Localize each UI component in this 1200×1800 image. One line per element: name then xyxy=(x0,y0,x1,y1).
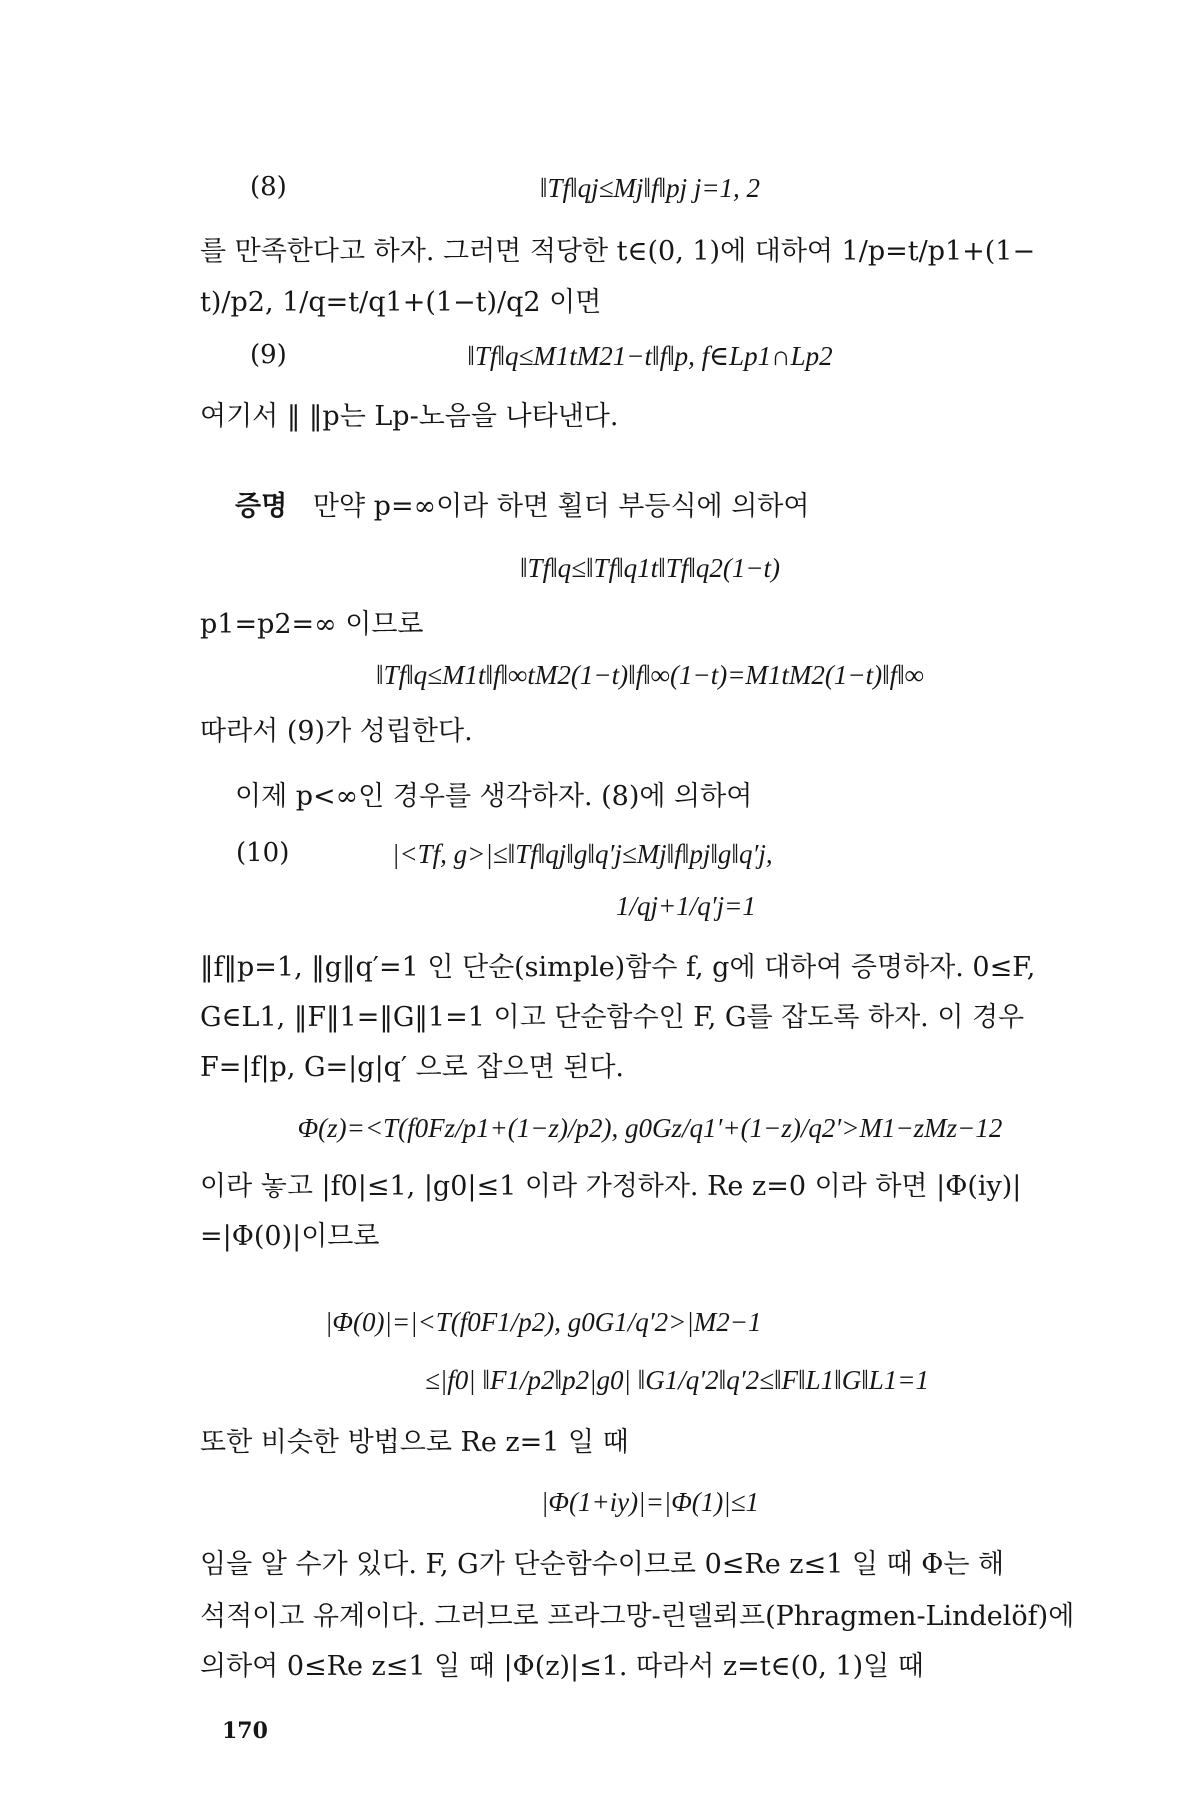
page-number: 170 xyxy=(222,1718,268,1744)
paragraph-line: 여기서 ‖ ‖p는 Lp-노음을 나타낸다. xyxy=(200,401,619,432)
equation-8: ‖Tf‖qj≤Mj‖f‖pj j=1, 2 xyxy=(539,173,761,203)
paragraph-line: G∈L1, ‖F‖1=‖G‖1=1 이고 단순함수인 F, G를 잡도록 하자. 이 경우 xyxy=(200,1002,1025,1033)
equation-9: ‖Tf‖q≤M1tM21−t‖f‖p, f∈Lp1∩Lp2 xyxy=(467,341,833,371)
equation-phi-one: |Φ(1+iy)|=|Φ(1)|≤1 xyxy=(540,1487,759,1517)
paragraph-line: 이라 놓고 |f0|≤1, |g0|≤1 이라 가정하자. Re z=0 이라 하면 |Φ(iy)| xyxy=(200,1171,1022,1202)
equation-phi-zero-bound: ≤|f0| ‖F1/p2‖p2|g0| ‖G1/q′2‖q′2≤‖F‖L1‖G‖L1=1 xyxy=(425,1365,930,1395)
paragraph-line: 임을 알 수가 있다. F, G가 단순함수이므로 0≤Re z≤1 일 때 Φ는 해 xyxy=(200,1549,1005,1580)
equation-phi: Φ(z)=<T(f0Fz/p1+(1−z)/p2), g0Gz/q1′+(1−z)/q2′>M1−zMz−12 xyxy=(297,1113,1003,1143)
equation-holder: ‖Tf‖q≤‖Tf‖q1t‖Tf‖q2(1−t) xyxy=(519,553,781,583)
equation-10: |<Tf, g>|≤‖Tf‖qj‖g‖q′j≤Mj‖f‖pj‖g‖q′j, xyxy=(392,839,773,869)
paragraph-line: 의하여 0≤Re z≤1 일 때 |Φ(z)|≤1. 따라서 z=t∈(0, 1)일 때 xyxy=(200,1651,924,1682)
paragraph-line: F=|f|p, G=|g|q′ 으로 잡으면 된다. xyxy=(200,1052,624,1083)
equation-phi-zero: |Φ(0)|=|<T(f0F1/p2), g0G1/q′2>|M2−1 xyxy=(325,1307,762,1337)
proof-label: 증명 xyxy=(235,491,288,522)
paragraph-line: p1=p2=∞ 이므로 xyxy=(200,609,424,640)
equation-10-condition: 1/qj+1/q′j=1 xyxy=(616,891,756,921)
paragraph-line: 또한 비슷한 방법으로 Re z=1 일 때 xyxy=(200,1427,629,1458)
equation-infinity-case: ‖Tf‖q≤M1t‖f‖∞tM2(1−t)‖f‖∞(1−t)=M1tM2(1−t)‖f‖∞ xyxy=(375,660,925,690)
equation-number-10: (10) xyxy=(236,838,290,868)
paragraph-line: t)/p2, 1/q=t/q1+(1−t)/q2 이면 xyxy=(200,287,602,318)
proof-line xyxy=(235,487,1135,527)
paragraph-line: 이제 p<∞인 경우를 생각하자. (8)에 의하여 xyxy=(235,781,753,812)
paragraph-line: 를 만족한다고 하자. 그러면 적당한 t∈(0, 1)에 대하여 1/p=t/p1+(1− xyxy=(200,236,1036,267)
proof-text: 만약 p=∞이라 하면 횔더 부등식에 의하여 xyxy=(312,491,810,522)
equation-number-9: (9) xyxy=(250,340,287,370)
paragraph-line: 따라서 (9)가 성립한다. xyxy=(200,716,473,747)
paragraph-line: =|Φ(0)|이므로 xyxy=(200,1221,380,1252)
paragraph-line: 석적이고 유계이다. 그러므로 프라그망-린델뢰프(Phragmen-Lindelöf)에 xyxy=(200,1601,1075,1632)
paragraph-line: ‖f‖p=1, ‖g‖q′=1 인 단순(simple)함수 f, g에 대하여 증명하자. 0≤F, xyxy=(200,952,1036,983)
equation-number-8: (8) xyxy=(250,172,287,202)
